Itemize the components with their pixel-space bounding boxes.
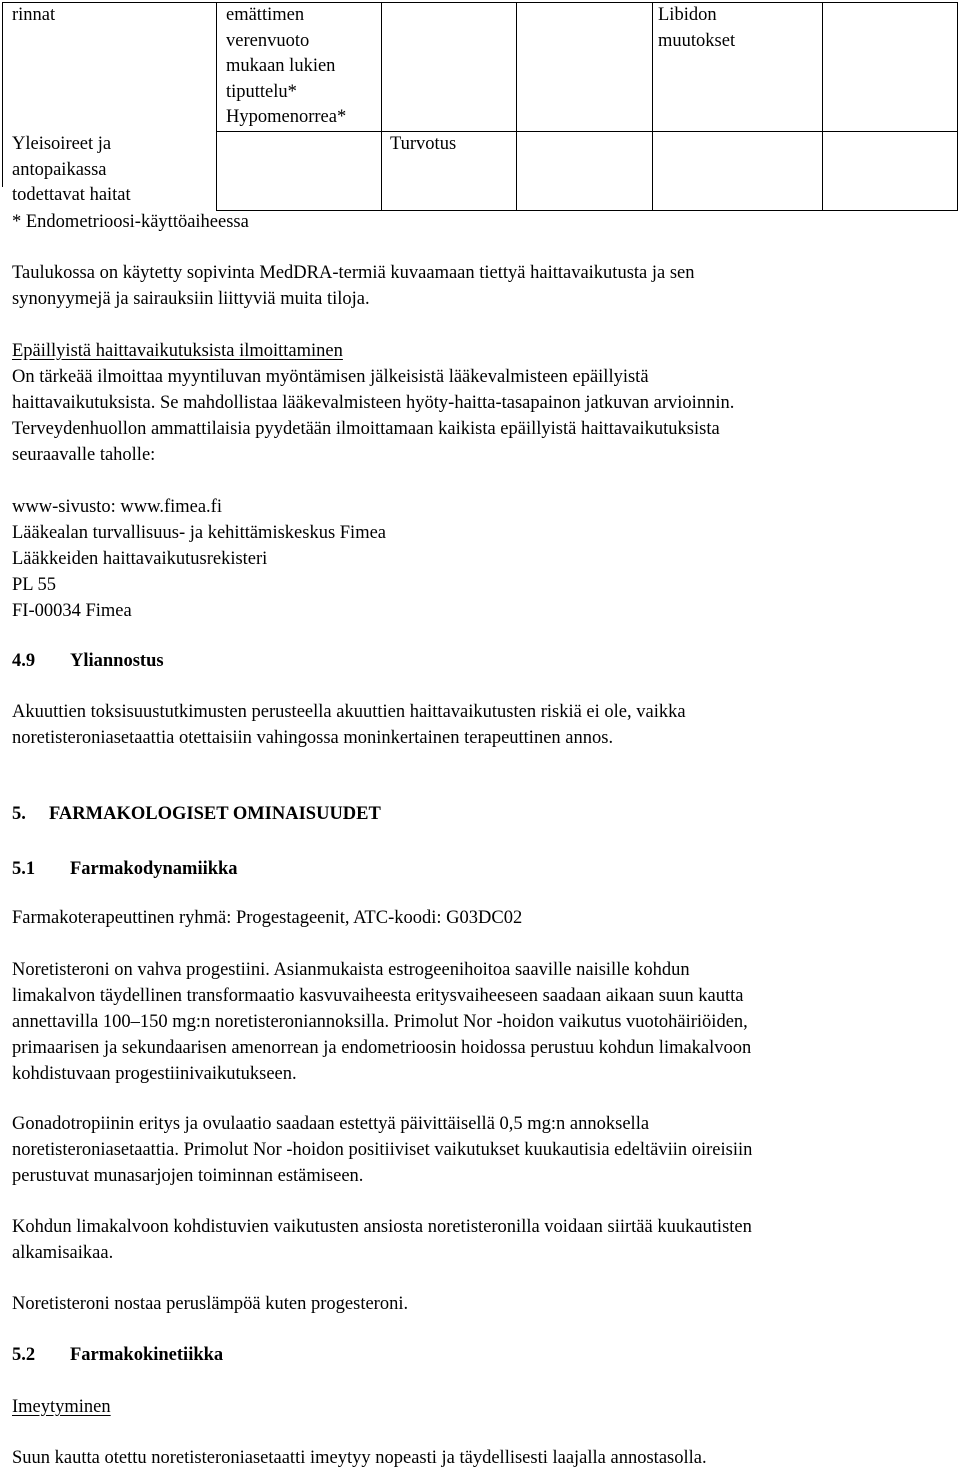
cell-line: Libidon	[658, 5, 717, 25]
table-col-line	[822, 2, 823, 211]
cell-general-disorders	[12, 132, 131, 209]
section-number: 5.	[12, 804, 26, 824]
table-border-top	[2, 2, 958, 3]
reporting-line: haittavaikutuksista. Se mahdollistaa lääkevalmisteen hyöty-haitta-tasapainon jatkuvan arvioinnin.	[12, 393, 735, 413]
section-title: Farmakokinetiikka	[70, 1345, 224, 1365]
cell-rinnat: rinnat	[12, 5, 56, 25]
cell-line: tiputtelu*	[226, 81, 297, 102]
cell-turvotus: Turvotus	[390, 134, 457, 154]
cell-libido	[658, 3, 735, 54]
table-col-line	[381, 2, 382, 211]
table-col-line	[652, 2, 653, 211]
table-border-left	[2, 2, 3, 187]
paragraph-line: Noretisteroni nostaa peruslämpöä kuten progesteroni.	[12, 1294, 409, 1314]
paragraph-line: limakalvon täydellinen transformaatio kasvuvaiheesta eritysvaiheeseen saadaan aikaan suun kautta	[12, 986, 744, 1006]
cell-line: Hypomenorrea*	[226, 107, 347, 128]
paragraph-line: alkamisaikaa.	[12, 1243, 114, 1263]
reporting-line: Terveydenhuollon ammattilaisia pyydetään ilmoittamaan kaikista epäillyistä haittavaikutuksista	[12, 419, 720, 439]
meddra-note-line: Taulukossa on käytetty sopivinta MedDRA-termiä kuvaamaan tiettyä haittavaikutusta ja sen	[12, 263, 695, 283]
paragraph-line: kohdistuvaan progestiinivaikutukseen.	[12, 1064, 297, 1084]
paragraph-line: Suun kautta otettu noretisteroniasetaatti imeytyy nopeasti ja täydellisesti laajalla annostasolla.	[12, 1448, 707, 1468]
paragraph-line: Akuuttien toksisuustutkimusten perusteella akuuttien haittavaikutusten riskiä ei ole, vaikka	[12, 702, 686, 722]
table-row-line	[216, 210, 958, 211]
reporting-line: On tärkeää ilmoittaa myyntiluvan myöntämisen jälkeisistä lääkevalmisteen epäillyistä	[12, 367, 649, 387]
meddra-note-line: synonyymejä ja sairauksiin liittyviä muita tiloja.	[12, 289, 370, 309]
cell-line: mukaan lukien	[226, 56, 336, 77]
address-line: FI-00034 Fimea	[12, 601, 132, 621]
address-line: www-sivusto: www.fimea.fi	[12, 497, 222, 517]
address-line: Lääkkeiden haittavaikutusrekisteri	[12, 549, 268, 569]
cell-line: antopaikassa	[12, 159, 107, 180]
paragraph-line: Gonadotropiinin eritys ja ovulaatio saadaan estettyä päivittäisellä 0,5 mg:n annoksella	[12, 1114, 650, 1134]
reporting-line: seuraavalle taholle:	[12, 445, 156, 465]
cell-line: todettavat haitat	[12, 185, 131, 206]
paragraph-line: Noretisteroni on vahva progestiini. Asianmukaista estrogeenihoitoa saaville naisille kohdun	[12, 960, 690, 980]
adverse-effects-table	[2, 2, 958, 232]
paragraph-line: noretisteroniasetaattia. Primolut Nor -hoidon positiiviset vaikutukset kuukautisia edeltäviin oireisiin	[12, 1140, 753, 1160]
table-footnote: * Endometrioosi-käyttöaiheessa	[12, 212, 249, 232]
cell-line: muutokset	[658, 30, 736, 51]
section-number: 4.9	[12, 651, 36, 671]
paragraph-line: perustuvat munasarjojen toiminnan estämiseen.	[12, 1166, 364, 1186]
paragraph-line: primaarisen ja sekundaarisen amenorrean ja endometrioosin hoidossa perustuu kohdun limakalvoon	[12, 1038, 752, 1058]
paragraph-line: noretisteroniasetaattia otettaisiin vahingossa moninkertainen terapeuttinen annos.	[12, 728, 614, 748]
table-border-right	[957, 2, 958, 211]
subheading-absorption: Imeytyminen	[12, 1397, 111, 1417]
table-row-line	[216, 131, 958, 132]
section-title: Yliannostus	[70, 651, 164, 671]
cell-line: Yleisoireet ja	[12, 134, 112, 154]
section-heading-5-2	[12, 1343, 223, 1367]
address-line: Lääkealan turvallisuus- ja kehittämiskeskus Fimea	[12, 523, 387, 543]
section-number: 5.2	[12, 1345, 36, 1365]
reporting-heading: Epäillyistä haittavaikutuksista ilmoittaminen	[12, 341, 343, 361]
section-heading-5	[12, 802, 381, 826]
section-title: Farmakodynamiikka	[70, 859, 238, 879]
paragraph-line: annettavilla 100–150 mg:n noretisteroniannoksilla. Primolut Nor -hoidon vaikutus vuotohäiriöiden,	[12, 1012, 748, 1032]
section-title: FARMAKOLOGISET OMINAISUUDET	[49, 804, 381, 824]
cell-line: verenvuoto	[226, 30, 310, 51]
pharmacotherapeutic-group: Farmakoterapeuttinen ryhmä: Progestageenit, ATC-koodi: G03DC02	[12, 908, 523, 928]
paragraph-line: Kohdun limakalvoon kohdistuvien vaikutusten ansiosta noretisteronilla voidaan siirtää kuukautisten	[12, 1217, 752, 1237]
cell-line: emättimen	[226, 5, 305, 25]
cell-bleeding	[226, 3, 346, 131]
table-col-line	[216, 2, 217, 211]
section-heading-4-9	[12, 649, 164, 673]
section-number: 5.1	[12, 859, 36, 879]
table-col-line	[516, 2, 517, 211]
section-heading-5-1	[12, 857, 238, 881]
address-line: PL 55	[12, 575, 57, 595]
